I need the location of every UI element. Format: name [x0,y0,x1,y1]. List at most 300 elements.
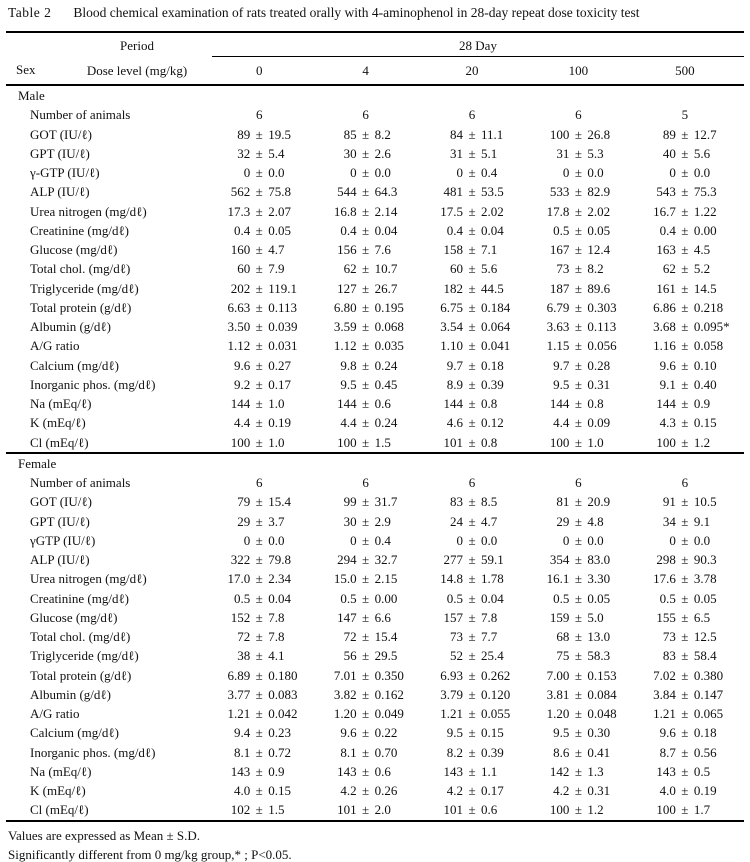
mean-value: 100 [230,434,251,450]
sd-value: 4.7 [481,513,498,529]
mean-value: 4.2 [446,783,464,798]
sd-value: 19.5 [268,126,291,142]
value-cell [531,125,637,144]
value-cell [638,723,744,742]
plus-minus-sign: ± [574,357,582,373]
plus-minus-sign: ± [468,763,476,779]
value-cell [638,762,744,781]
mean-value: 79 [237,494,251,510]
mean-value: 38 [237,648,251,664]
value-cell [638,608,744,627]
sd-value: 0.041 [481,338,511,354]
plus-minus-sign: ± [468,648,476,664]
sd-value: 4.1 [268,648,285,664]
plus-minus-sign: ± [681,261,689,277]
value-cell [638,221,744,240]
mean-value: 533 [549,184,570,200]
analyte-row [6,569,744,588]
value-cell [638,279,744,298]
mean-value: 144 [656,396,676,411]
mean-value: 144 [443,396,464,411]
value-cell [318,279,424,298]
mean-value: 0 [456,165,464,180]
mean-value: 0.5 [553,222,570,238]
value-cell [531,240,637,259]
analyte-row [6,762,744,781]
plus-minus-sign: 6 [468,107,476,123]
row-cells [212,125,744,144]
dose-level-label: Dose level (mg/kg) [86,63,188,78]
sd-value: 0.303 [587,299,617,315]
sd-value: 0.39 [481,376,504,392]
analyte-label: Calcium (mg/dℓ) [30,725,119,741]
plus-minus-sign: ± [574,376,582,392]
value-cell [638,666,744,685]
dose-header-cell [531,57,637,84]
mean-value: 3.84 [653,686,676,702]
value-cell [212,589,318,608]
value-cell [638,550,744,569]
mean-value: 159 [549,609,570,625]
sd-value: 26.8 [587,126,611,142]
analyte-row [6,413,744,432]
value-cell [318,240,424,259]
sd-value: 0.113 [268,299,297,315]
mean-value: 60 [237,261,251,277]
plus-minus-sign: ± [574,763,582,779]
sd-value: 0.058 [693,338,724,354]
sd-value: 7.8 [268,609,285,625]
sd-value: 0.039 [268,319,298,334]
sd-value: 1.78 [481,571,504,587]
plus-minus-sign: ± [468,513,476,529]
plus-minus-sign: ± [681,667,689,683]
sd-value: 10.5 [693,494,717,510]
table-caption: Blood chemical examination of rats treated orally with 4-aminophenol in 28-day repeat dose toxicity test [73,5,640,20]
mean-value: 7.01 [333,667,357,683]
mean-value: 4.0 [233,783,251,798]
plus-minus-sign: ± [574,686,582,702]
plus-minus-sign: ± [362,802,370,818]
sd-value: 0.9 [693,396,711,411]
plus-minus-sign: ± [681,396,689,411]
sd-value: 0.15 [481,725,504,741]
plus-minus-sign: ± [362,571,370,587]
plus-minus-sign: ± [574,629,582,644]
analyte-label: Total chol. (mg/dℓ) [30,629,131,644]
value-cell [425,413,531,432]
analyte-label: Total protein (g/dℓ) [30,299,132,315]
value-cell [425,492,531,511]
value-cell [638,492,744,511]
row-cells [212,317,744,336]
value-cell [425,298,531,317]
sd-value: 0.17 [481,783,504,798]
mean-value: 72 [237,629,251,644]
mean-value: 1.21 [227,706,251,721]
plus-minus-sign: ± [362,357,370,373]
sd-value: 0.70 [374,744,398,760]
plus-minus-sign: 0 [255,63,263,78]
mean-value: 40 [662,145,676,161]
value-cell [531,723,637,742]
plus-minus-sign: ± [468,609,476,625]
mean-value: 0.5 [659,590,676,606]
mean-value: 52 [450,648,464,664]
analyte-label: Urea nitrogen (mg/dℓ) [30,571,147,587]
plus-minus-sign: ± [362,744,370,760]
mean-value: 6.63 [227,299,251,315]
sd-value: 13.0 [587,629,611,644]
analyte-label: K (mEq/ℓ) [30,783,86,798]
value-cell [425,531,531,550]
plus-minus-sign: ± [468,299,476,315]
plus-minus-sign: ± [468,434,476,450]
row-cells [212,666,744,685]
plus-minus-sign: ± [255,280,263,296]
mean-value [214,105,250,124]
row-cells [212,800,744,819]
row-cells [212,512,744,531]
sd-value: 12.7 [693,126,717,142]
value-cell [638,646,744,665]
animal-count-cell [425,105,531,124]
sd-value: 26.7 [374,280,398,296]
plus-minus-sign: ± [574,203,582,219]
sd-value: 1.1 [481,763,498,779]
value-cell [212,144,318,163]
sd-value: 0.5 [693,763,711,779]
animal-count-cell [531,105,637,124]
value-cell [212,800,318,819]
value-cell [318,144,424,163]
value-cell [531,279,637,298]
sd-value [375,473,423,492]
mean-value: 143 [337,763,357,779]
sd-value: 0.042 [268,706,298,721]
plus-minus-sign: ± [681,609,689,625]
plus-minus-sign: ± [681,145,689,161]
animal-count-cell [318,105,424,124]
mean-value: 100 [549,126,570,142]
mean-value: 75 [556,648,570,664]
mean-value: 322 [230,552,251,567]
mean-value: 4.3 [659,415,676,431]
value-cell [212,550,318,569]
value-cell [212,762,318,781]
value-cell [318,512,424,531]
animal-count-cell [212,473,318,492]
plus-minus-sign: 4 [362,63,369,78]
value-cell [638,394,744,413]
mean-value: 158 [443,242,464,257]
value-cell [318,589,424,608]
mean-value: 8.6 [553,744,570,760]
value-cell [638,375,744,394]
sd-value: 11.1 [481,126,504,142]
value-cell [425,685,531,704]
mean-value: 1.12 [333,338,357,354]
mean-value: 8.1 [340,744,357,760]
plus-minus-sign: ± [468,338,476,354]
mean-value: 9.6 [340,725,357,741]
sd-value: 0.40 [693,376,717,392]
sex-header: Sex [16,62,36,77]
mean-value: 167 [549,242,570,257]
sd-value: 0.9 [268,763,285,779]
footnote-1: Values are expressed as Mean ± S.D. [8,827,200,843]
sd-value: 5.4 [268,145,285,161]
value-cell [425,202,531,221]
mean-value: 298 [656,552,676,567]
sd-value: 1.2 [693,434,711,450]
sd-value: 0.035 [374,338,404,354]
mean-value: 3.59 [333,319,357,334]
value-cell [638,743,744,762]
plus-minus-sign: ± [681,299,689,315]
plus-minus-sign: ± [255,706,263,721]
section-label-row [6,454,744,473]
plus-minus-sign: ± [362,280,370,296]
mean-value: 3.82 [333,686,357,702]
analyte-label: Na (mEq/ℓ) [30,763,92,779]
value-cell [638,569,744,588]
value-cell [212,202,318,221]
analyte-label: Triglyceride (mg/dℓ) [30,280,139,296]
mean-value: 4.4 [553,415,570,431]
mean-value: 6.80 [333,299,357,315]
plus-minus-sign: 100 [568,63,589,78]
header-left [6,33,212,84]
sd-value: 0.262 [481,667,511,683]
value-cell [212,723,318,742]
mean-value [533,57,569,84]
plus-minus-sign: ± [681,532,689,548]
sd-value: 1.0 [587,434,604,450]
sd-value: 5.0 [587,609,604,625]
sd-value: 2.14 [374,203,398,219]
sd-value: 15.4 [268,494,291,510]
analyte-label: Creatinine (mg/dℓ) [30,590,130,606]
value-cell [318,163,424,182]
sd-value: 0.09 [587,415,611,431]
value-cell [212,125,318,144]
plus-minus-sign: ± [362,145,370,161]
animal-count-cell [531,473,637,492]
value-cell [425,781,531,800]
plus-minus-sign: ± [362,165,370,180]
analyte-row [6,627,744,646]
plus-minus-sign: ± [681,706,689,721]
sd-value: 58.4 [693,648,717,664]
plus-minus-sign: ± [681,242,689,257]
plus-minus-sign: ± [574,184,582,200]
mean-value [640,473,676,492]
sd-value: 4.8 [587,513,604,529]
mean-value: 8.7 [659,744,676,760]
mean-value: 29 [237,513,251,529]
plus-minus-sign: ± [681,629,689,644]
animal-count-cell [212,105,318,124]
row-cells [212,743,744,762]
analyte-row [6,781,744,800]
value-cell [425,723,531,742]
mean-value: 1.16 [653,338,676,354]
plus-minus-sign: ± [574,590,582,606]
value-cell [638,356,744,375]
mean-value: 9.8 [340,357,357,373]
sd-value: 0.0 [268,532,285,548]
mean-value: 16.1 [546,571,570,587]
mean-value: 0 [243,532,251,548]
plus-minus-sign: ± [574,415,582,431]
sd-value: 15.4 [374,629,398,644]
value-cell [531,666,637,685]
value-cell [318,666,424,685]
plus-minus-sign: 6 [575,107,582,123]
plus-minus-sign: ± [468,280,476,296]
analyte-label: A/G ratio [30,706,80,721]
plus-minus-sign: ± [681,376,689,392]
analyte-row [6,743,744,762]
plus-minus-sign: ± [362,648,370,664]
sd-value: 53.5 [481,184,504,200]
plus-minus-sign: ± [468,667,476,683]
sd-value: 2.02 [587,203,611,219]
mean-value: 354 [549,552,570,567]
sd-value [375,57,423,84]
sd-value: 0.05 [693,590,717,606]
plus-minus-sign: ± [681,513,689,529]
sd-value: 9.1 [693,513,711,529]
plus-minus-sign: 6 [362,107,369,123]
sd-value: 0.350 [374,667,404,683]
sd-value: 1.0 [268,396,285,411]
plus-minus-sign: ± [255,434,263,450]
sd-value: 3.30 [587,571,611,587]
analyte-label: Triglyceride (mg/dℓ) [30,648,139,664]
sd-value: 0.15 [268,783,291,798]
plus-minus-sign: ± [574,725,582,741]
analyte-row [6,356,744,375]
value-cell [531,259,637,278]
mean-value: 277 [443,552,464,567]
value-cell [531,531,637,550]
sd-value [268,57,316,84]
plus-minus-sign: ± [468,725,476,741]
mean-value: 0 [669,532,676,548]
plus-minus-sign: ± [468,629,476,644]
sd-value: 1.2 [587,802,604,818]
value-cell [318,259,424,278]
plus-minus-sign: ± [681,494,689,510]
sd-value: 0.31 [587,376,611,392]
mean-value: 202 [230,280,251,296]
sd-value: 0.31 [587,783,611,798]
plus-minus-sign: ± [468,222,476,238]
value-cell [638,298,744,317]
sd-value: 2.34 [268,571,291,587]
sd-value: 5.1 [481,145,498,161]
analyte-label: Inorganic phos. (mg/dℓ) [30,744,156,760]
value-cell [212,743,318,762]
analyte-row [6,589,744,608]
value-cell [318,627,424,646]
sd-value: 0.18 [693,725,717,741]
mean-value: 0.4 [446,222,464,238]
mean-value: 1.21 [440,706,464,721]
row-cells [212,394,744,413]
mean-value: 1.21 [653,706,676,721]
plus-minus-sign: ± [468,783,476,798]
plus-minus-sign: ± [255,686,263,702]
plus-minus-sign: 5 [681,107,689,123]
value-cell [212,317,318,336]
value-cell [318,685,424,704]
analyte-label: Creatinine (mg/dℓ) [30,222,130,238]
mean-value: 24 [450,513,464,529]
analyte-row [6,433,744,452]
mean-value: 100 [656,802,676,818]
sd-value: 12.4 [587,242,611,257]
plus-minus-sign: ± [362,299,370,315]
plus-minus-sign: ± [468,706,476,721]
sd-value: 0.00 [374,590,398,606]
mean-value: 543 [656,184,676,200]
sd-value: 6.6 [374,609,391,625]
value-cell [318,336,424,355]
plus-minus-sign: ± [255,763,263,779]
value-cell [531,202,637,221]
mean-value [427,105,463,124]
plus-minus-sign: ± [255,242,263,257]
sd-value: 0.120 [481,686,511,702]
sd-value: 8.2 [374,126,391,142]
row-cells [212,781,744,800]
value-cell [638,202,744,221]
value-cell [425,125,531,144]
plus-minus-sign: ± [468,184,476,200]
analyte-label: A/G ratio [30,338,80,354]
plus-minus-sign: 500 [675,63,695,78]
analyte-row [6,492,744,511]
analyte-label: Calcium (mg/dℓ) [30,357,119,373]
plus-minus-sign: ± [468,376,476,392]
mean-value: 17.3 [227,203,251,219]
value-cell [531,356,637,375]
mean-value: 9.7 [553,357,570,373]
mean-value: 481 [443,184,464,200]
value-cell [638,433,744,452]
plus-minus-sign: ± [468,261,476,277]
mean-value: 9.6 [659,357,676,373]
sd-value: 0.05 [268,222,291,238]
value-cell [531,221,637,240]
value-cell [425,569,531,588]
analyte-row [6,202,744,221]
value-cell [318,704,424,723]
analyte-row [6,221,744,240]
mean-value: 562 [230,184,251,200]
row-cells [212,569,744,588]
sd-value: 2.6 [374,145,391,161]
plus-minus-sign: ± [574,434,582,450]
row-cells [212,473,744,492]
mean-value: 60 [450,261,464,277]
value-cell [212,666,318,685]
sd-value: 75.3 [693,184,717,200]
row-cells [212,375,744,394]
